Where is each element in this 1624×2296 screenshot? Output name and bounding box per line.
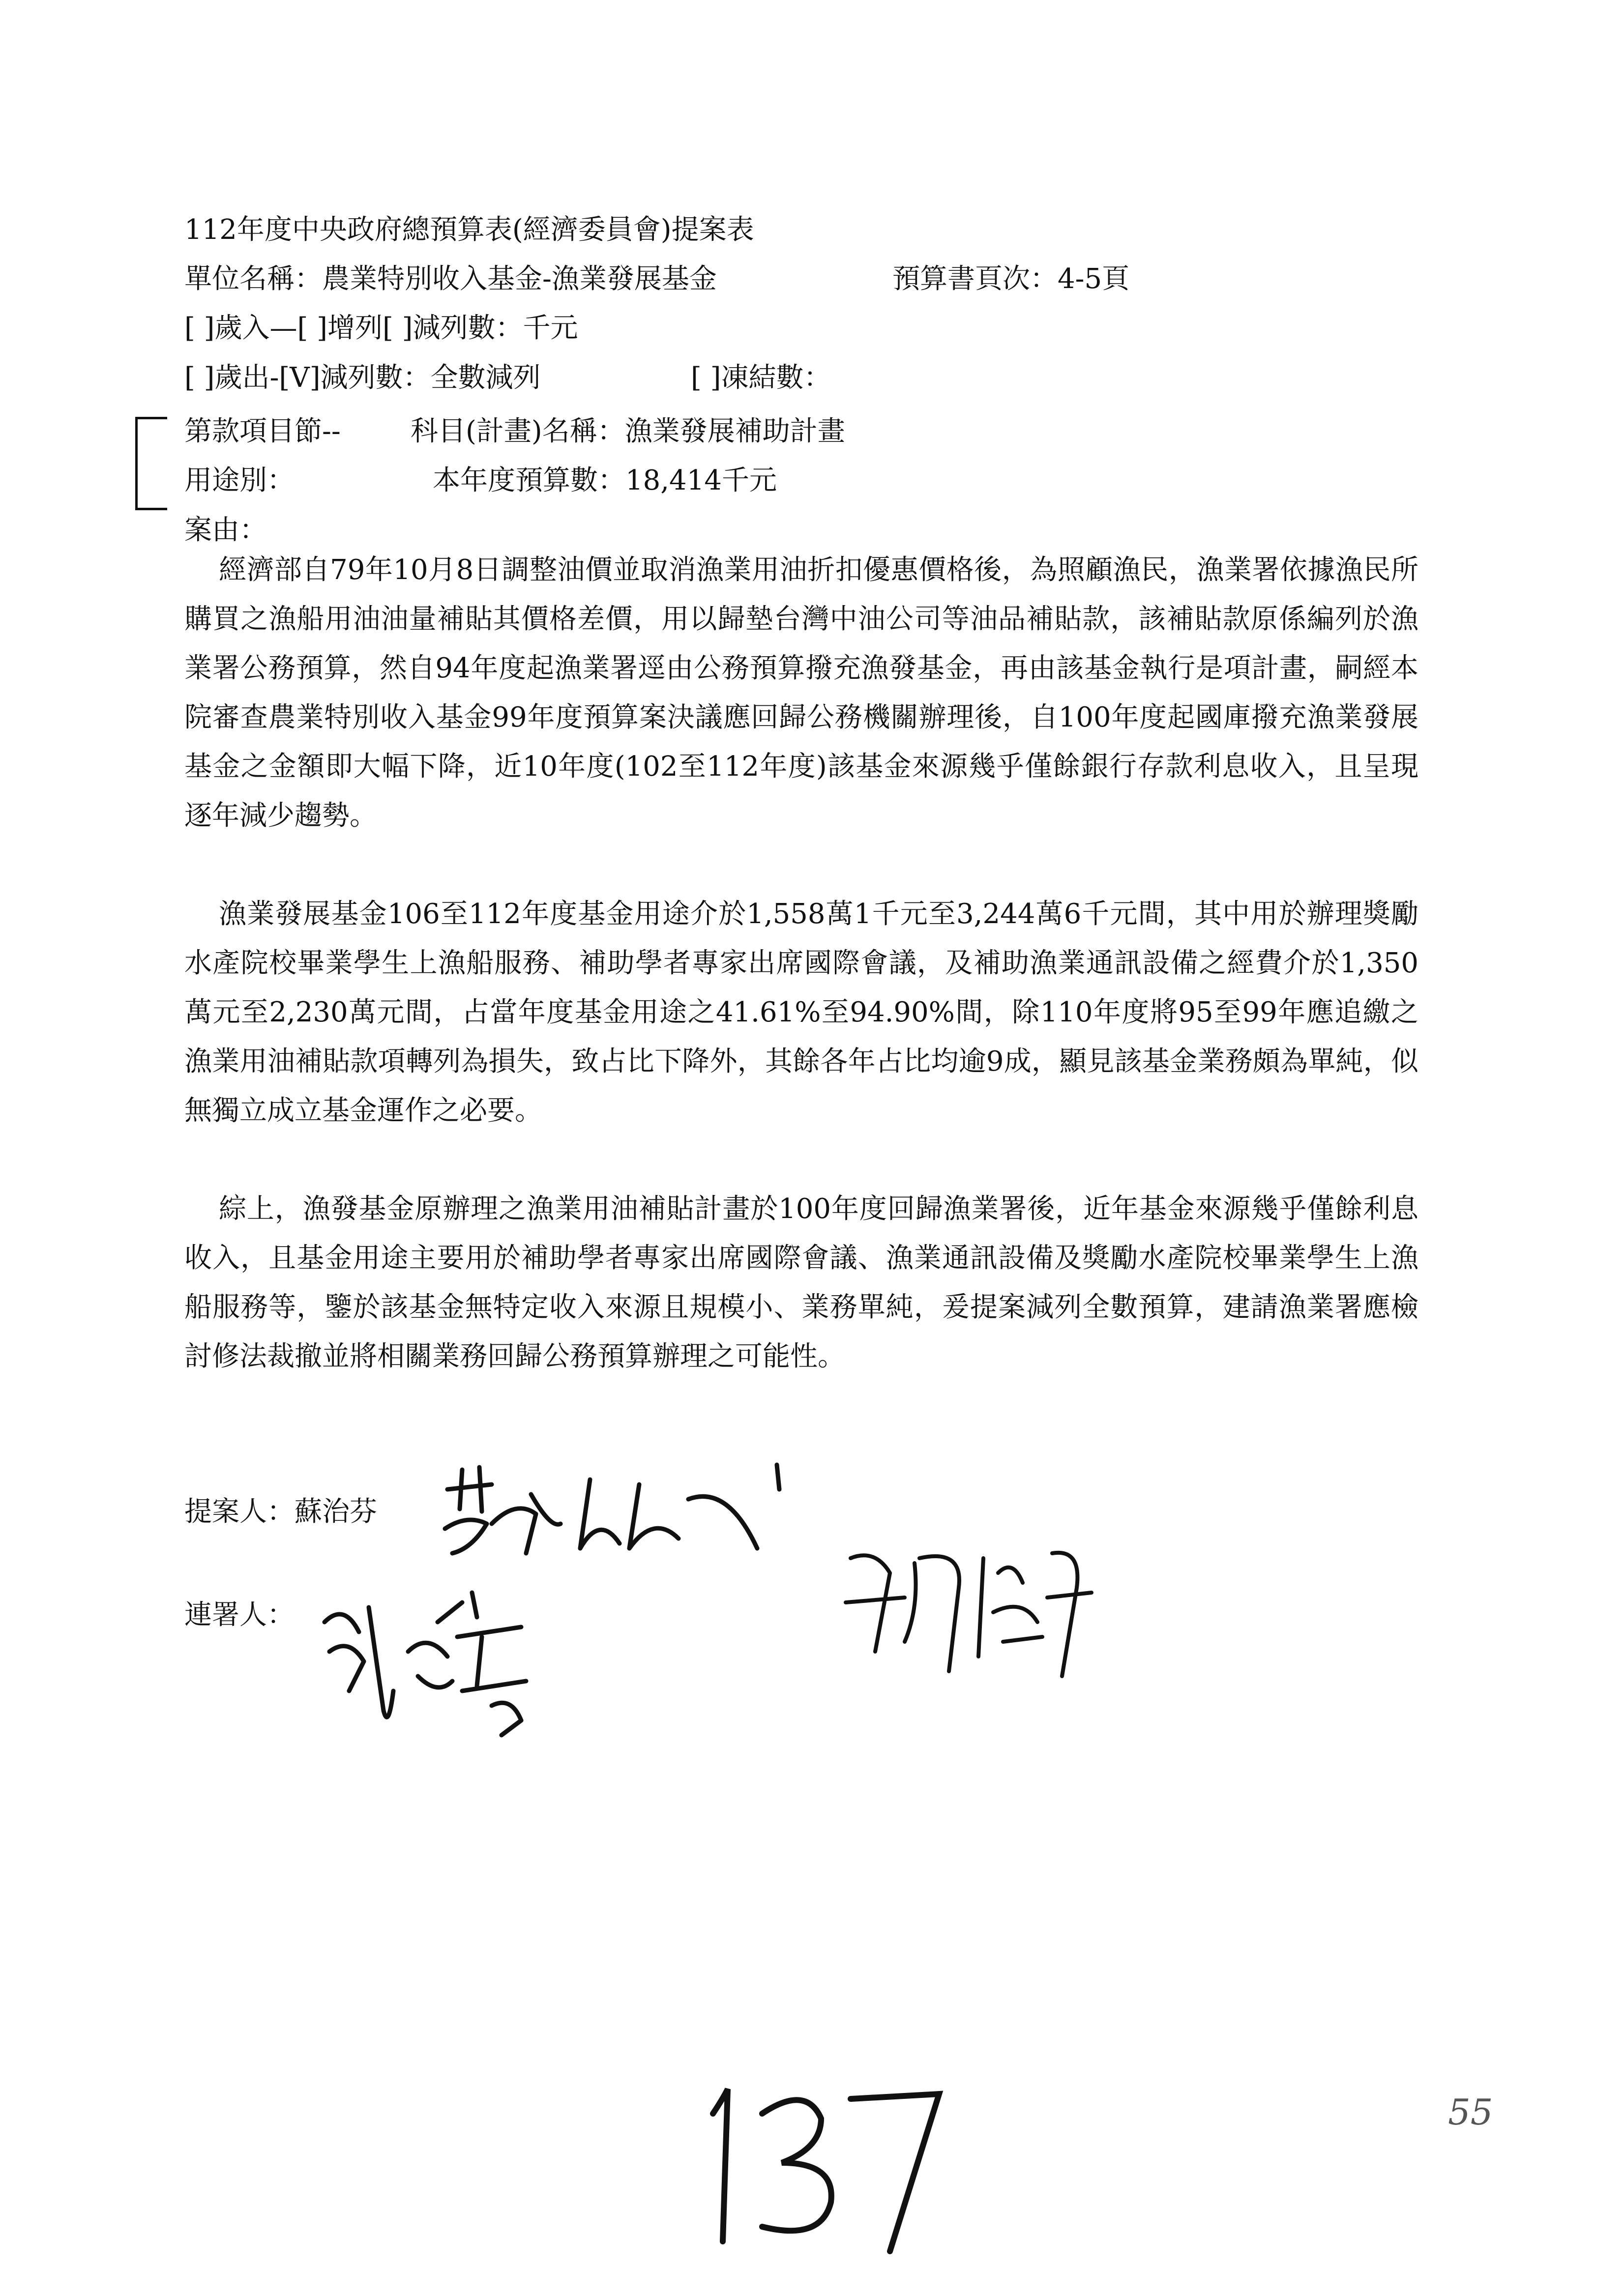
cosigner-label: 連署人： (184, 1599, 295, 1631)
handwritten-number-text: 137 (816, 2255, 826, 2260)
reason-label: 案由： (184, 514, 267, 546)
freeze-line: [ ]凍結數： (691, 362, 831, 394)
document-title: 112年度中央政府總預算表(經濟委員會)提案表 (184, 214, 754, 246)
proposer-signature (433, 1455, 806, 1573)
page-reference: 預算書頁次：4-5頁 (892, 263, 1130, 295)
expense-line: [ ]歲出-[V]減列數：全數減列 (184, 362, 541, 394)
handwritten-number (679, 2055, 954, 2261)
unit-name: 單位名稱：農業特別收入基金-漁業發展基金 (184, 263, 717, 295)
usage-label: 用途別： (184, 465, 295, 496)
revenue-line: [ ]歲入—[ ]增列[ ]減列數：千元 (184, 312, 578, 344)
proposer-label: 提案人：蘇治芬 (184, 1496, 377, 1528)
page-number: 55 (1448, 2092, 1493, 2133)
reason-paragraph-2: 漁業發展基金106至112年度基金用途介於1,558萬1千元至3,244萬6千元間，其中用於辦理獎勵水產院校畢業學生上漁船服務、補助學者專家出席國際會議，及補助漁業通訊設備之經費介於1,350萬元至2,230萬元間，占當年度基金用途之41.61%至94.90%間，除110年度將95至99年應追繳之漁業用油補貼款項轉列為損失，致占比下降外，其餘各年占比均逾9成，顯見該基金業務頗為單純，似無獨立成立基金運作之必要。 (184, 898, 1418, 1127)
reason-paragraph-3: 綜上，漁發基金原辦理之漁業用油補貼計畫於100年度回歸漁業署後，近年基金來源幾乎僅餘利息收入，且基金用途主要用於補助學者專家出席國際會議、漁業通訊設備及獎勵水產院校畢業學生上漁船服務等，鑒於該基金無特定收入來源且規模小、業務單純，爰提案減列全數預算，建請漁業署應檢討修法裁撤並將相關業務回歸公務預算辦理之可能性。 (184, 1193, 1418, 1372)
section-line: 第款項目節-- (184, 415, 341, 447)
reason-paragraph-1: 經濟部自79年10月8日調整油價並取消漁業用油折扣優惠價格後，為照顧漁民，漁業署依據漁民所購買之漁船用油油量補貼其價格差價，用以歸墊台灣中油公司等油品補貼款，該補貼款原係編列於漁業署公務預算，然自94年度起漁業署逕由公務預算撥充漁發基金，再由該基金執行是項計畫，嗣經本院審查農業特別收入基金99年度預算案決議應回歸公務機關辦理後，自100年度起國庫撥充漁業發展基金之金額即大幅下降，近10年度(102至112年度)該基金來源幾乎僅餘銀行存款利息收入，且呈現逐年減少趨勢。 (184, 554, 1418, 832)
budget-amount: 本年度預算數：18,414千元 (433, 465, 777, 496)
cosigner-signature-2 (836, 1529, 1111, 1691)
subject-name: 科目(計畫)名稱：漁業發展補助計畫 (411, 415, 845, 447)
left-bracket-mark (135, 417, 167, 510)
cosigner-signature-1 (315, 1563, 590, 1774)
